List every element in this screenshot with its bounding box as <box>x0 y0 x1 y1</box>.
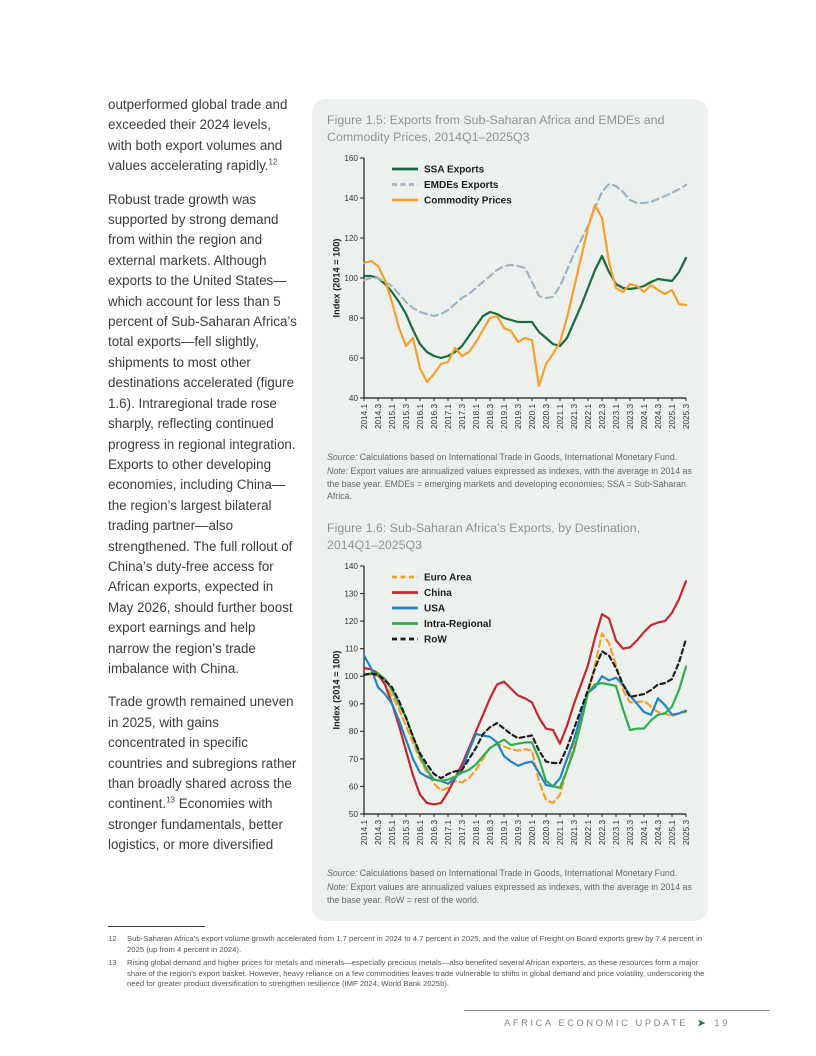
svg-text:2019.3: 2019.3 <box>514 820 523 846</box>
svg-text:100: 100 <box>344 672 358 682</box>
footnote-number: 13 <box>108 958 117 968</box>
svg-text:130: 130 <box>344 589 358 599</box>
svg-text:2021.3: 2021.3 <box>570 404 579 430</box>
svg-text:2014.1: 2014.1 <box>360 820 369 846</box>
page-footer <box>464 1010 770 1029</box>
svg-text:Commodity Prices: Commodity Prices <box>424 195 512 207</box>
svg-text:2023.3: 2023.3 <box>626 820 635 846</box>
paragraph-text: outperformed global trade and exceeded their 2024 levels, with both export volumes and values accelerating rapidly. <box>108 97 288 174</box>
svg-text:80: 80 <box>348 313 358 323</box>
svg-text:2015.1: 2015.1 <box>388 820 397 846</box>
svg-text:2025.1: 2025.1 <box>668 820 677 846</box>
svg-text:2016.1: 2016.1 <box>416 820 425 846</box>
figure-1-6-source <box>327 867 693 879</box>
svg-text:2021.1: 2021.1 <box>556 404 565 430</box>
svg-text:2020.1: 2020.1 <box>528 404 537 430</box>
svg-text:50: 50 <box>348 810 358 820</box>
figure-divider-space <box>327 502 693 520</box>
figure-1-6-title: Figure 1.6: Sub-Saharan Africa’s Exports, by Destination, 2014Q1–2025Q3 <box>327 521 641 552</box>
svg-text:Euro Area: Euro Area <box>424 572 472 584</box>
svg-text:120: 120 <box>344 233 358 243</box>
paragraph-text: Trade growth remained uneven in 2025, with gains concentrated in specific countries and subregions rather than broadly shared across the continent. <box>108 694 297 812</box>
svg-text:110: 110 <box>344 644 358 654</box>
svg-text:2016.3: 2016.3 <box>430 820 439 846</box>
svg-text:2015.1: 2015.1 <box>388 404 397 430</box>
svg-text:2014.3: 2014.3 <box>374 404 383 430</box>
footnote-13 <box>108 958 712 990</box>
figure-1-5-note <box>327 465 693 502</box>
svg-text:2020.3: 2020.3 <box>542 820 551 846</box>
svg-text:2017.1: 2017.1 <box>444 820 453 846</box>
svg-text:2015.3: 2015.3 <box>402 404 411 430</box>
svg-text:2025.3: 2025.3 <box>682 404 691 430</box>
svg-text:80: 80 <box>348 727 358 737</box>
source-label: Source: <box>327 452 358 462</box>
footnote-12 <box>108 934 712 955</box>
svg-text:2020.3: 2020.3 <box>542 404 551 430</box>
svg-text:2023.1: 2023.1 <box>612 404 621 430</box>
paragraph-text: Robust trade growth was supported by strong demand from within the region and external markets. Although exports to the United States—which account for less than 5 percent of Sub-Saharan Africa’s total exports—fell slightly, shipments to most other destinations accelerated (figure 1.6). Intraregional trade rose sharply, reflecting continued progress in regional integration. Exports to other developing economies, including China—the region’s largest bilateral trading partner—also strengthened. The full rollout of China’s duty-free access for African exports, expected in May 2026, should further boost export earnings and help narrow the region’s trade imbalance with China. <box>108 191 297 676</box>
svg-text:40: 40 <box>348 393 358 403</box>
svg-text:2022.3: 2022.3 <box>598 820 607 846</box>
svg-text:2024.3: 2024.3 <box>654 820 663 846</box>
svg-text:2016.1: 2016.1 <box>416 404 425 430</box>
svg-text:2022.1: 2022.1 <box>584 404 593 430</box>
footnote-ref-13: 13 <box>166 795 175 805</box>
note-label: Note: <box>327 882 349 893</box>
paragraph-text: Economies with stronger fundamentals, better logistics, or more diversified <box>108 796 283 853</box>
figure-1-6-chart <box>327 560 691 865</box>
svg-text:2021.1: 2021.1 <box>556 820 565 846</box>
svg-text:120: 120 <box>344 617 358 627</box>
page-number: 19 <box>714 1018 730 1028</box>
svg-text:2017.1: 2017.1 <box>444 404 453 430</box>
svg-text:2018.3: 2018.3 <box>486 404 495 430</box>
note-text: Export values are annualized values expressed as indexes, with the average in 2014 as the base year. EMDEs = emerging markets and developing economies; SSA = Sub-Saharan Africa. <box>327 466 692 501</box>
svg-text:100: 100 <box>344 273 358 283</box>
svg-text:RoW: RoW <box>424 634 447 646</box>
svg-text:2022.1: 2022.1 <box>584 820 593 846</box>
svg-text:2019.3: 2019.3 <box>514 404 523 430</box>
svg-text:2025.3: 2025.3 <box>682 820 691 846</box>
svg-text:Index (2014 = 100): Index (2014 = 100) <box>331 238 342 318</box>
footnote-text: Rising global demand and higher prices for metals and minerals—especially precious metals—also benefited several African exporters, as these resources form a major share of the region’s export basket. However, heavy reliance on a few commodities leaves trade vulnerable to shifts in global demand and price volatility, underscoring the need for greater product diversification to strengthen resilience (IMF 2024; World Bank 2025b). <box>127 958 705 989</box>
svg-text:2024.1: 2024.1 <box>640 820 649 846</box>
svg-text:2015.3: 2015.3 <box>402 820 411 846</box>
svg-text:2019.1: 2019.1 <box>500 820 509 846</box>
figure-1-5-title: Figure 1.5: Exports from Sub-Saharan Africa and EMDEs and Commodity Prices, 2014Q1–2025Q3 <box>327 113 665 144</box>
svg-text:90: 90 <box>348 699 358 709</box>
svg-text:SSA Exports: SSA Exports <box>424 164 485 176</box>
svg-text:140: 140 <box>344 562 358 572</box>
svg-text:70: 70 <box>348 754 358 764</box>
svg-text:2023.3: 2023.3 <box>626 404 635 430</box>
svg-text:2016.3: 2016.3 <box>430 404 439 430</box>
svg-text:2020.1: 2020.1 <box>528 820 537 846</box>
svg-text:2017.3: 2017.3 <box>458 404 467 430</box>
figure-1-5-source <box>327 451 693 463</box>
svg-text:USA: USA <box>424 603 446 615</box>
svg-text:2017.3: 2017.3 <box>458 820 467 846</box>
footnote-number: 12 <box>108 934 117 943</box>
page-content <box>108 95 708 935</box>
source-text: Calculations based on International Trade in Goods, International Monetary Fund. <box>359 868 678 879</box>
svg-text:60: 60 <box>348 353 358 363</box>
figure-panel <box>312 99 708 921</box>
note-text: Export values are annualized values expressed as indexes, with the average in 2014 as the base year. RoW = rest of the world. <box>327 882 692 905</box>
figure-1-6-note <box>327 881 693 906</box>
svg-text:China: China <box>424 588 452 600</box>
svg-text:2021.3: 2021.3 <box>570 820 579 846</box>
svg-text:2024.1: 2024.1 <box>640 404 649 430</box>
svg-text:2018.1: 2018.1 <box>472 404 481 430</box>
source-label: Source: <box>327 868 358 879</box>
svg-text:2018.1: 2018.1 <box>472 820 481 846</box>
svg-text:Index (2014 = 100): Index (2014 = 100) <box>331 650 342 730</box>
footnote-text: Sub-Saharan Africa’s export volume growth accelerated from 1.7 percent in 2024 to 4.7 percent in 2025, and the value of Freight on Board exports grew by 7.4 percent in 2025 (up from 4 percent in 2024). <box>127 934 703 954</box>
svg-text:2014.3: 2014.3 <box>374 820 383 846</box>
figure-1-5-chart <box>327 152 691 449</box>
svg-text:2025.1: 2025.1 <box>668 404 677 430</box>
source-text: Calculations based on International Trade in Goods, International Monetary Fund. <box>359 452 678 462</box>
note-label: Note: <box>327 466 349 477</box>
svg-text:2014.1: 2014.1 <box>360 404 369 430</box>
footnote-divider <box>108 926 205 927</box>
svg-text:160: 160 <box>344 153 358 163</box>
svg-text:2022.3: 2022.3 <box>598 404 607 430</box>
svg-text:Intra-Regional: Intra-Regional <box>424 619 492 631</box>
footer-arrow-icon: ➤ <box>697 1018 706 1028</box>
svg-text:2024.3: 2024.3 <box>654 404 663 430</box>
svg-text:140: 140 <box>344 193 358 203</box>
svg-text:2019.1: 2019.1 <box>500 404 509 430</box>
svg-text:2018.3: 2018.3 <box>486 820 495 846</box>
svg-text:2023.1: 2023.1 <box>612 820 621 846</box>
footer-title: AFRICA ECONOMIC UPDATE <box>504 1018 689 1028</box>
footnotes-section <box>108 926 712 993</box>
svg-text:60: 60 <box>348 782 358 792</box>
footnote-ref-12: 12 <box>268 157 278 167</box>
svg-text:EMDEs Exports: EMDEs Exports <box>424 179 499 191</box>
